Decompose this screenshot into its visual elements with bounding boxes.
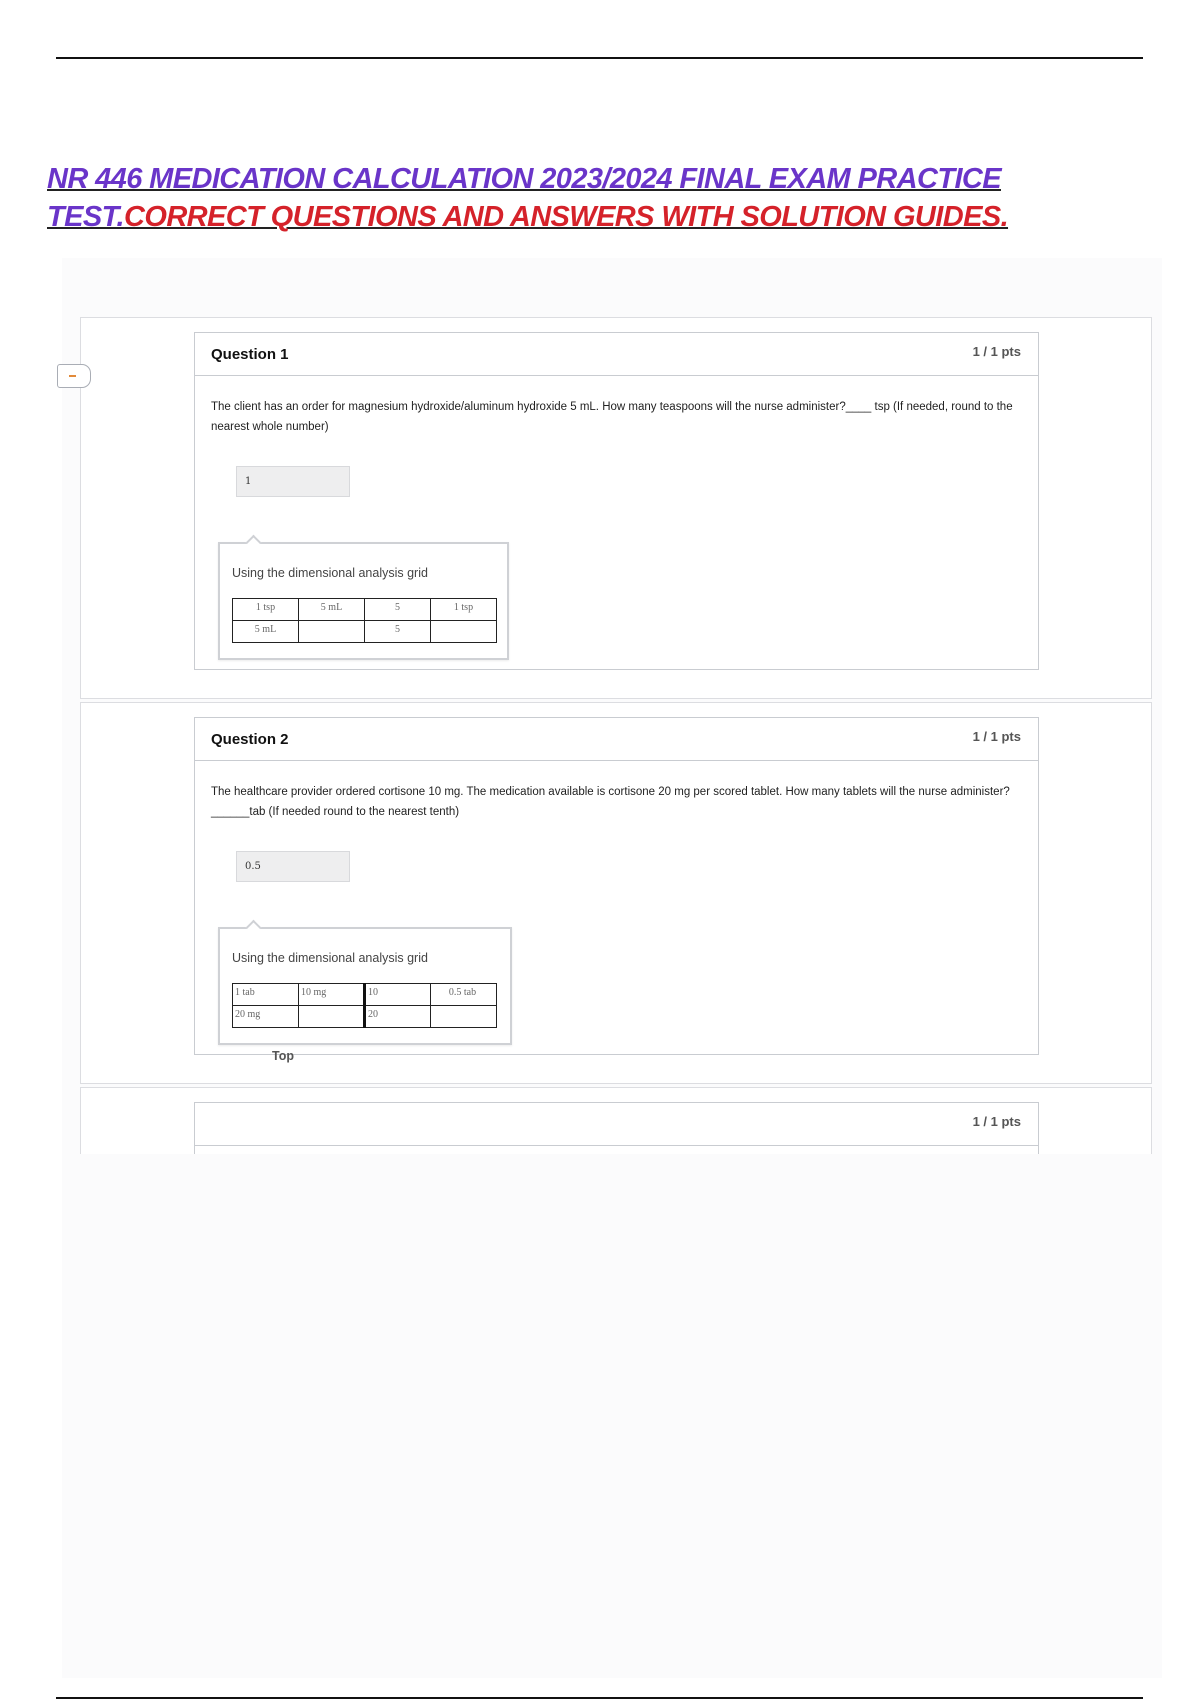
question-points: 1 / 1 pts xyxy=(972,1114,1021,1129)
grid-row xyxy=(233,599,497,621)
grid-cell xyxy=(431,621,497,643)
grid-cell: 5 mL xyxy=(299,599,365,621)
grid-cell: 1 tab xyxy=(233,984,299,1006)
grid-row xyxy=(233,1006,497,1028)
bottom-rule xyxy=(56,1697,1143,1699)
question-title: Question 2 xyxy=(211,731,289,748)
grid-cell: 5 xyxy=(365,599,431,621)
explanation-text: Using the dimensional analysis grid xyxy=(232,951,428,965)
title-part-1: NR 446 MEDICATION CALCULATION 2023/2024 FINAL EXAM PRACTICE TEST. xyxy=(47,163,1001,233)
grid-cell: 5 xyxy=(365,621,431,643)
document-title xyxy=(47,160,1127,236)
dimensional-analysis-grid xyxy=(232,598,497,643)
flag-mark xyxy=(69,375,76,377)
grid-cell xyxy=(299,1006,365,1028)
question-card xyxy=(194,1102,1039,1154)
question-points: 1 / 1 pts xyxy=(972,729,1021,744)
grid-row xyxy=(233,984,497,1006)
grid-cell: 20 xyxy=(365,1006,431,1028)
answer-explanation xyxy=(218,542,509,660)
answer-explanation xyxy=(218,927,512,1045)
question-title: Question 1 xyxy=(211,346,289,363)
grid-cell: 20 mg xyxy=(233,1006,299,1028)
explanation-pointer xyxy=(246,535,262,551)
question-text: The client has an order for magnesium hydroxide/aluminum hydroxide 5 mL. How many teaspoons will the nurse administer?____ tsp (If needed, round to the nearest whole number) xyxy=(211,401,1013,433)
question-header xyxy=(195,1103,1038,1146)
grid-cell: 5 mL xyxy=(233,621,299,643)
grid-cell: 10 mg xyxy=(299,984,365,1006)
answer-field[interactable]: 1 xyxy=(236,466,350,497)
grid-cell: 1 tsp xyxy=(431,599,497,621)
dimensional-analysis-grid xyxy=(232,983,497,1028)
grid-cell xyxy=(431,1006,497,1028)
grid-cell: 1 tsp xyxy=(233,599,299,621)
top-rule xyxy=(56,57,1143,59)
question-text: The healthcare provider ordered cortisone 10 mg. The medication available is cortisone 20 mg per scored tablet. How many tablets will the nurse administer?______tab (If needed round to the nearest tenth) xyxy=(211,786,1010,818)
grid-cell: 0.5 tab xyxy=(431,984,497,1006)
flag-question-icon[interactable] xyxy=(57,364,91,388)
back-to-top-link[interactable]: Top xyxy=(272,1049,294,1063)
question-card xyxy=(194,717,1039,1055)
question-points: 1 / 1 pts xyxy=(972,344,1021,359)
question-card xyxy=(194,332,1039,670)
title-part-2: CORRECT QUESTIONS AND ANSWERS WITH SOLUTION GUIDES. xyxy=(124,201,1009,233)
question-header xyxy=(195,718,1038,761)
grid-row xyxy=(233,621,497,643)
question-header xyxy=(195,333,1038,376)
explanation-pointer xyxy=(246,920,262,936)
grid-cell xyxy=(299,621,365,643)
answer-field[interactable]: 0.5 xyxy=(236,851,350,882)
grid-cell: 10 xyxy=(365,984,431,1006)
explanation-text: Using the dimensional analysis grid xyxy=(232,566,428,580)
